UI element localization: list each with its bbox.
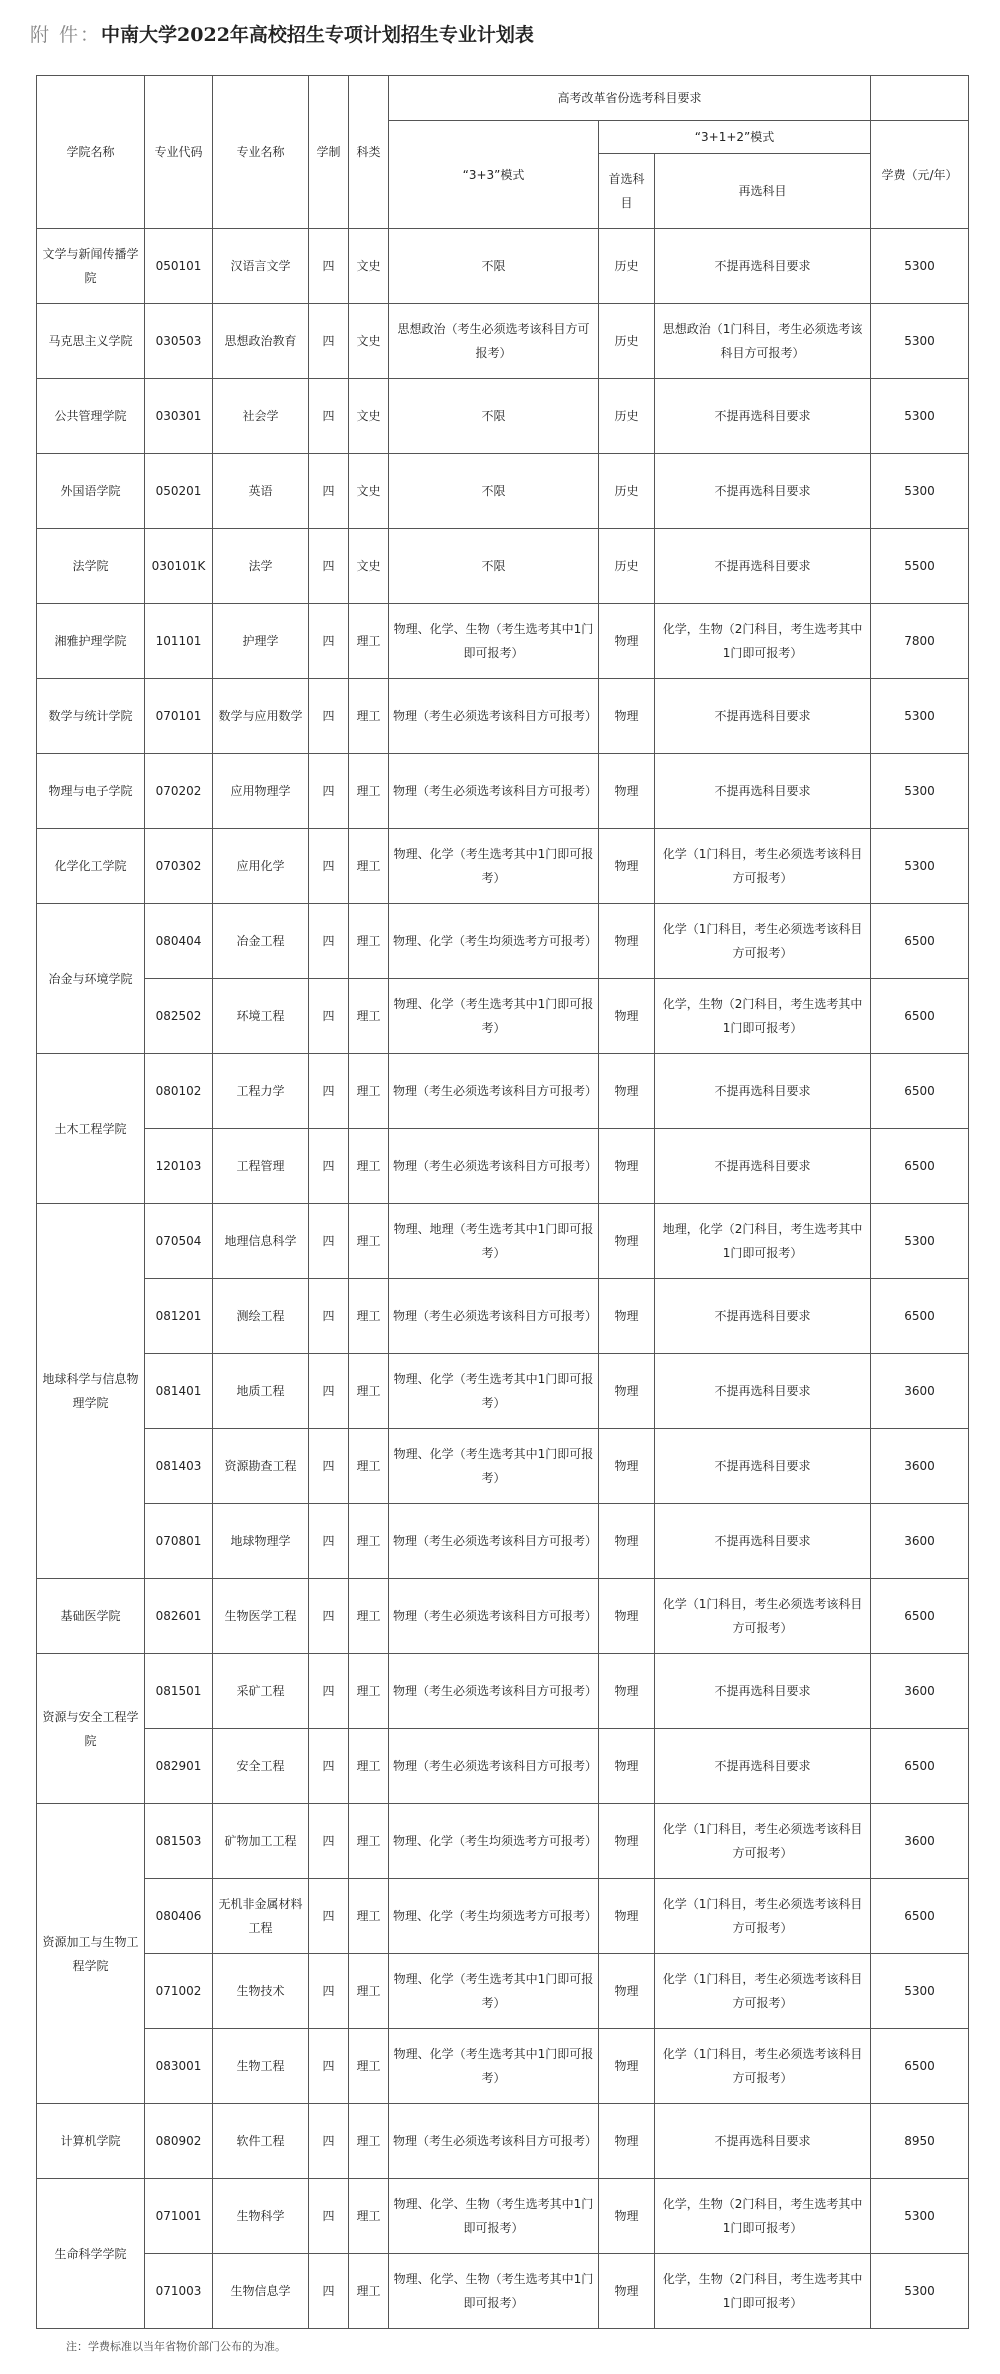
reselect-cell: 思想政治（1门科目，考生必须选考该科目方可报考） <box>655 304 871 379</box>
track-cell: 理工 <box>349 2179 389 2254</box>
table-row <box>37 229 969 304</box>
duration-cell: 四 <box>309 2254 349 2329</box>
req-33-cell: 不限 <box>389 379 599 454</box>
reselect-cell: 化学，生物（2门科目，考生选考其中1门即可报考） <box>655 2179 871 2254</box>
major-code-cell: 081401 <box>145 1354 213 1429</box>
tuition-cell: 3600 <box>871 1804 969 1879</box>
track-cell: 文史 <box>349 529 389 604</box>
duration-cell: 四 <box>309 2029 349 2104</box>
major-name-cell: 社会学 <box>213 379 309 454</box>
major-code-cell: 120103 <box>145 1129 213 1204</box>
major-name-cell: 英语 <box>213 454 309 529</box>
header-mode-33: “3+3”模式 <box>389 121 599 229</box>
track-cell: 理工 <box>349 1429 389 1504</box>
reselect-cell: 不提再选科目要求 <box>655 1504 871 1579</box>
duration-cell: 四 <box>309 2104 349 2179</box>
track-cell: 文史 <box>349 454 389 529</box>
req-33-cell: 物理、化学（考生选考其中1门即可报考） <box>389 1429 599 1504</box>
table-row <box>37 829 969 904</box>
table-row <box>37 1954 969 2029</box>
duration-cell: 四 <box>309 454 349 529</box>
table-row <box>37 1504 969 1579</box>
req-33-cell: 物理（考生必须选考该科目方可报考） <box>389 1129 599 1204</box>
table-row <box>37 2029 969 2104</box>
req-33-cell: 物理（考生必须选考该科目方可报考） <box>389 754 599 829</box>
tuition-cell: 6500 <box>871 2029 969 2104</box>
duration-cell: 四 <box>309 979 349 1054</box>
college-name-cell: 文学与新闻传播学院 <box>37 229 145 304</box>
major-code-cell: 082502 <box>145 979 213 1054</box>
duration-cell: 四 <box>309 1954 349 2029</box>
track-cell: 理工 <box>349 1279 389 1354</box>
header-tuition: 学费（元/年） <box>871 121 969 229</box>
header-first-subject: 首选科目 <box>599 154 655 229</box>
duration-cell: 四 <box>309 1279 349 1354</box>
table-row <box>37 2104 969 2179</box>
table-row <box>37 904 969 979</box>
major-name-cell: 工程力学 <box>213 1054 309 1129</box>
duration-cell: 四 <box>309 679 349 754</box>
first-subject-cell: 物理 <box>599 604 655 679</box>
track-cell: 理工 <box>349 2254 389 2329</box>
first-subject-cell: 物理 <box>599 979 655 1054</box>
tuition-cell: 3600 <box>871 1354 969 1429</box>
req-33-cell: 物理（考生必须选考该科目方可报考） <box>389 679 599 754</box>
duration-cell: 四 <box>309 1204 349 1279</box>
duration-cell: 四 <box>309 1129 349 1204</box>
req-33-cell: 物理、化学、生物（考生选考其中1门即可报考） <box>389 2179 599 2254</box>
req-33-cell: 物理（考生必须选考该科目方可报考） <box>389 2104 599 2179</box>
header-code: 专业代码 <box>145 76 213 229</box>
title-prefix: 附 件： <box>30 24 102 46</box>
college-name-cell: 资源与安全工程学院 <box>37 1654 145 1804</box>
reselect-cell: 化学，生物（2门科目，考生选考其中1门即可报考） <box>655 979 871 1054</box>
admission-plan-table <box>36 75 969 2329</box>
duration-cell: 四 <box>309 1429 349 1504</box>
first-subject-cell: 物理 <box>599 1729 655 1804</box>
req-33-cell: 物理、化学（考生选考其中1门即可报考） <box>389 829 599 904</box>
req-33-cell: 物理（考生必须选考该科目方可报考） <box>389 1279 599 1354</box>
track-cell: 理工 <box>349 1204 389 1279</box>
table-row <box>37 1729 969 1804</box>
req-33-cell: 不限 <box>389 529 599 604</box>
reselect-cell: 不提再选科目要求 <box>655 529 871 604</box>
major-name-cell: 冶金工程 <box>213 904 309 979</box>
req-33-cell: 不限 <box>389 454 599 529</box>
major-code-cell: 070101 <box>145 679 213 754</box>
reselect-cell: 地理，化学（2门科目，考生选考其中1门即可报考） <box>655 1204 871 1279</box>
header-empty-cell <box>871 76 969 121</box>
reselect-cell: 化学（1门科目，考生必须选考该科目方可报考） <box>655 904 871 979</box>
duration-cell: 四 <box>309 1804 349 1879</box>
first-subject-cell: 物理 <box>599 1354 655 1429</box>
first-subject-cell: 物理 <box>599 2254 655 2329</box>
req-33-cell: 物理、化学、生物（考生选考其中1门即可报考） <box>389 2254 599 2329</box>
major-name-cell: 应用化学 <box>213 829 309 904</box>
req-33-cell: 物理、化学（考生均须选考方可报考） <box>389 1804 599 1879</box>
major-name-cell: 地球物理学 <box>213 1504 309 1579</box>
req-33-cell: 物理（考生必须选考该科目方可报考） <box>389 1729 599 1804</box>
first-subject-cell: 历史 <box>599 529 655 604</box>
track-cell: 理工 <box>349 979 389 1054</box>
track-cell: 理工 <box>349 1129 389 1204</box>
table-row <box>37 1654 969 1729</box>
first-subject-cell: 历史 <box>599 229 655 304</box>
tuition-cell: 6500 <box>871 1129 969 1204</box>
major-code-cell: 070302 <box>145 829 213 904</box>
req-33-cell: 不限 <box>389 229 599 304</box>
tuition-cell: 8950 <box>871 2104 969 2179</box>
header-major: 专业名称 <box>213 76 309 229</box>
duration-cell: 四 <box>309 904 349 979</box>
major-name-cell: 资源勘查工程 <box>213 1429 309 1504</box>
reselect-cell: 不提再选科目要求 <box>655 1729 871 1804</box>
reselect-cell: 化学，生物（2门科目，考生选考其中1门即可报考） <box>655 604 871 679</box>
major-name-cell: 护理学 <box>213 604 309 679</box>
major-name-cell: 测绘工程 <box>213 1279 309 1354</box>
title-main: 中南大学2022年高校招生专项计划招生专业计划表 <box>101 24 534 46</box>
duration-cell: 四 <box>309 1654 349 1729</box>
first-subject-cell: 物理 <box>599 904 655 979</box>
table-row <box>37 1429 969 1504</box>
track-cell: 理工 <box>349 2029 389 2104</box>
table-row <box>37 1129 969 1204</box>
table-row <box>37 604 969 679</box>
tuition-cell: 6500 <box>871 1579 969 1654</box>
duration-cell: 四 <box>309 379 349 454</box>
tuition-cell: 5300 <box>871 454 969 529</box>
major-name-cell: 数学与应用数学 <box>213 679 309 754</box>
first-subject-cell: 历史 <box>599 454 655 529</box>
track-cell: 理工 <box>349 754 389 829</box>
major-code-cell: 050101 <box>145 229 213 304</box>
major-name-cell: 思想政治教育 <box>213 304 309 379</box>
track-cell: 理工 <box>349 1954 389 2029</box>
major-name-cell: 生物医学工程 <box>213 1579 309 1654</box>
first-subject-cell: 物理 <box>599 1054 655 1129</box>
first-subject-cell: 物理 <box>599 2104 655 2179</box>
major-name-cell: 生物信息学 <box>213 2254 309 2329</box>
major-name-cell: 采矿工程 <box>213 1654 309 1729</box>
table-row <box>37 979 969 1054</box>
tuition-cell: 5300 <box>871 754 969 829</box>
tuition-cell: 5300 <box>871 1954 969 2029</box>
major-code-cell: 071003 <box>145 2254 213 2329</box>
tuition-cell: 3600 <box>871 1429 969 1504</box>
major-name-cell: 法学 <box>213 529 309 604</box>
tuition-cell: 3600 <box>871 1654 969 1729</box>
major-code-cell: 083001 <box>145 2029 213 2104</box>
track-cell: 文史 <box>349 379 389 454</box>
major-name-cell: 工程管理 <box>213 1129 309 1204</box>
req-33-cell: 物理、化学（考生均须选考方可报考） <box>389 904 599 979</box>
major-name-cell: 矿物加工工程 <box>213 1804 309 1879</box>
college-name-cell: 计算机学院 <box>37 2104 145 2179</box>
college-name-cell: 化学化工学院 <box>37 829 145 904</box>
college-name-cell: 湘雅护理学院 <box>37 604 145 679</box>
header-duration: 学制 <box>309 76 349 229</box>
major-name-cell: 汉语言文学 <box>213 229 309 304</box>
table-row <box>37 1279 969 1354</box>
track-cell: 理工 <box>349 1879 389 1954</box>
tuition-cell: 6500 <box>871 979 969 1054</box>
header-reselect: 再选科目 <box>655 154 871 229</box>
track-cell: 理工 <box>349 1729 389 1804</box>
tuition-cell: 3600 <box>871 1504 969 1579</box>
first-subject-cell: 物理 <box>599 1129 655 1204</box>
first-subject-cell: 物理 <box>599 1204 655 1279</box>
first-subject-cell: 物理 <box>599 1504 655 1579</box>
tuition-cell: 5500 <box>871 529 969 604</box>
track-cell: 理工 <box>349 1504 389 1579</box>
reselect-cell: 不提再选科目要求 <box>655 1429 871 1504</box>
table-row <box>37 304 969 379</box>
req-33-cell: 思想政治（考生必须选考该科目方可报考） <box>389 304 599 379</box>
major-name-cell: 应用物理学 <box>213 754 309 829</box>
req-33-cell: 物理（考生必须选考该科目方可报考） <box>389 1654 599 1729</box>
header-college: 学院名称 <box>37 76 145 229</box>
college-name-cell: 生命科学学院 <box>37 2179 145 2329</box>
req-33-cell: 物理（考生必须选考该科目方可报考） <box>389 1579 599 1654</box>
college-name-cell: 冶金与环境学院 <box>37 904 145 1054</box>
req-33-cell: 物理、地理（考生选考其中1门即可报考） <box>389 1204 599 1279</box>
first-subject-cell: 物理 <box>599 1279 655 1354</box>
track-cell: 文史 <box>349 304 389 379</box>
major-name-cell: 地质工程 <box>213 1354 309 1429</box>
reselect-cell: 不提再选科目要求 <box>655 1279 871 1354</box>
table-row <box>37 1204 969 1279</box>
tuition-cell: 5300 <box>871 379 969 454</box>
track-cell: 理工 <box>349 2104 389 2179</box>
table-row <box>37 379 969 454</box>
tuition-cell: 5300 <box>871 829 969 904</box>
first-subject-cell: 物理 <box>599 679 655 754</box>
track-cell: 理工 <box>349 829 389 904</box>
major-code-cell: 030101K <box>145 529 213 604</box>
duration-cell: 四 <box>309 1054 349 1129</box>
college-name-cell: 数学与统计学院 <box>37 679 145 754</box>
reselect-cell: 不提再选科目要求 <box>655 229 871 304</box>
reselect-cell: 化学（1门科目，考生必须选考该科目方可报考） <box>655 1804 871 1879</box>
major-name-cell: 地理信息科学 <box>213 1204 309 1279</box>
tuition-cell: 6500 <box>871 1054 969 1129</box>
footnote: 注：学费标准以当年省物价部门公布的为准。 <box>66 2340 286 2353</box>
table-row <box>37 454 969 529</box>
major-code-cell: 081201 <box>145 1279 213 1354</box>
tuition-cell: 6500 <box>871 904 969 979</box>
track-cell: 文史 <box>349 229 389 304</box>
req-33-cell: 物理、化学（考生均须选考方可报考） <box>389 1879 599 1954</box>
track-cell: 理工 <box>349 604 389 679</box>
major-name-cell: 无机非金属材料工程 <box>213 1879 309 1954</box>
header-track: 科类 <box>349 76 389 229</box>
tuition-cell: 7800 <box>871 604 969 679</box>
track-cell: 理工 <box>349 1354 389 1429</box>
college-name-cell: 物理与电子学院 <box>37 754 145 829</box>
college-name-cell: 公共管理学院 <box>37 379 145 454</box>
first-subject-cell: 物理 <box>599 754 655 829</box>
first-subject-cell: 物理 <box>599 1654 655 1729</box>
first-subject-cell: 物理 <box>599 2029 655 2104</box>
table-row <box>37 529 969 604</box>
first-subject-cell: 物理 <box>599 1879 655 1954</box>
major-code-cell: 081501 <box>145 1654 213 1729</box>
tuition-cell: 6500 <box>871 1279 969 1354</box>
first-subject-cell: 历史 <box>599 304 655 379</box>
college-name-cell: 马克思主义学院 <box>37 304 145 379</box>
reselect-cell: 化学（1门科目，考生必须选考该科目方可报考） <box>655 1879 871 1954</box>
track-cell: 理工 <box>349 1804 389 1879</box>
table-row <box>37 1804 969 1879</box>
track-cell: 理工 <box>349 1579 389 1654</box>
duration-cell: 四 <box>309 229 349 304</box>
table-row <box>37 2254 969 2329</box>
major-name-cell: 安全工程 <box>213 1729 309 1804</box>
table-row <box>37 1879 969 1954</box>
duration-cell: 四 <box>309 604 349 679</box>
document-title <box>30 18 534 52</box>
first-subject-cell: 历史 <box>599 379 655 454</box>
req-33-cell: 物理（考生必须选考该科目方可报考） <box>389 1054 599 1129</box>
tuition-cell: 5300 <box>871 679 969 754</box>
duration-cell: 四 <box>309 754 349 829</box>
college-name-cell: 法学院 <box>37 529 145 604</box>
reselect-cell: 不提再选科目要求 <box>655 1129 871 1204</box>
tuition-cell: 5300 <box>871 2254 969 2329</box>
req-33-cell: 物理、化学、生物（考生选考其中1门即可报考） <box>389 604 599 679</box>
table-row <box>37 2179 969 2254</box>
table-body <box>37 229 969 2329</box>
duration-cell: 四 <box>309 1504 349 1579</box>
first-subject-cell: 物理 <box>599 1804 655 1879</box>
req-33-cell: 物理、化学（考生选考其中1门即可报考） <box>389 979 599 1054</box>
table-row <box>37 1579 969 1654</box>
tuition-cell: 5300 <box>871 304 969 379</box>
duration-cell: 四 <box>309 2179 349 2254</box>
major-name-cell: 生物工程 <box>213 2029 309 2104</box>
reselect-cell: 化学，生物（2门科目，考生选考其中1门即可报考） <box>655 2254 871 2329</box>
major-code-cell: 080902 <box>145 2104 213 2179</box>
duration-cell: 四 <box>309 829 349 904</box>
college-name-cell: 资源加工与生物工程学院 <box>37 1804 145 2104</box>
duration-cell: 四 <box>309 1354 349 1429</box>
major-code-cell: 071001 <box>145 2179 213 2254</box>
reselect-cell: 不提再选科目要求 <box>655 1054 871 1129</box>
tuition-cell: 5300 <box>871 229 969 304</box>
duration-cell: 四 <box>309 1729 349 1804</box>
req-33-cell: 物理、化学（考生选考其中1门即可报考） <box>389 1954 599 2029</box>
major-code-cell: 050201 <box>145 454 213 529</box>
major-code-cell: 082901 <box>145 1729 213 1804</box>
college-name-cell: 外国语学院 <box>37 454 145 529</box>
reselect-cell: 不提再选科目要求 <box>655 679 871 754</box>
major-code-cell: 081503 <box>145 1804 213 1879</box>
reselect-cell: 化学（1门科目，考生必须选考该科目方可报考） <box>655 2029 871 2104</box>
reselect-cell: 化学（1门科目，考生必须选考该科目方可报考） <box>655 1954 871 2029</box>
major-code-cell: 080404 <box>145 904 213 979</box>
reselect-cell: 不提再选科目要求 <box>655 454 871 529</box>
college-name-cell: 土木工程学院 <box>37 1054 145 1204</box>
reselect-cell: 不提再选科目要求 <box>655 754 871 829</box>
reselect-cell: 化学（1门科目，考生必须选考该科目方可报考） <box>655 829 871 904</box>
first-subject-cell: 物理 <box>599 1954 655 2029</box>
college-name-cell: 基础医学院 <box>37 1579 145 1654</box>
reselect-cell: 不提再选科目要求 <box>655 2104 871 2179</box>
major-code-cell: 030503 <box>145 304 213 379</box>
major-name-cell: 软件工程 <box>213 2104 309 2179</box>
tuition-cell: 6500 <box>871 1879 969 1954</box>
track-cell: 理工 <box>349 1654 389 1729</box>
major-code-cell: 082601 <box>145 1579 213 1654</box>
major-code-cell: 070504 <box>145 1204 213 1279</box>
tuition-cell: 5300 <box>871 2179 969 2254</box>
major-code-cell: 080102 <box>145 1054 213 1129</box>
track-cell: 理工 <box>349 1054 389 1129</box>
duration-cell: 四 <box>309 529 349 604</box>
major-code-cell: 071002 <box>145 1954 213 2029</box>
major-code-cell: 101101 <box>145 604 213 679</box>
reselect-cell: 不提再选科目要求 <box>655 1654 871 1729</box>
first-subject-cell: 物理 <box>599 1429 655 1504</box>
req-33-cell: 物理、化学（考生选考其中1门即可报考） <box>389 1354 599 1429</box>
table-row <box>37 679 969 754</box>
first-subject-cell: 物理 <box>599 1579 655 1654</box>
major-code-cell: 070202 <box>145 754 213 829</box>
req-33-cell: 物理、化学（考生选考其中1门即可报考） <box>389 2029 599 2104</box>
major-name-cell: 生物技术 <box>213 1954 309 2029</box>
major-name-cell: 环境工程 <box>213 979 309 1054</box>
table-row <box>37 754 969 829</box>
college-name-cell: 地球科学与信息物理学院 <box>37 1204 145 1579</box>
reselect-cell: 不提再选科目要求 <box>655 379 871 454</box>
duration-cell: 四 <box>309 1879 349 1954</box>
track-cell: 理工 <box>349 904 389 979</box>
header-req-group: 高考改革省份选考科目要求 <box>389 76 871 121</box>
table-row <box>37 1054 969 1129</box>
reselect-cell: 不提再选科目要求 <box>655 1354 871 1429</box>
duration-cell: 四 <box>309 304 349 379</box>
major-name-cell: 生物科学 <box>213 2179 309 2254</box>
track-cell: 理工 <box>349 679 389 754</box>
table-header <box>37 76 969 229</box>
duration-cell: 四 <box>309 1579 349 1654</box>
major-code-cell: 070801 <box>145 1504 213 1579</box>
reselect-cell: 化学（1门科目，考生必须选考该科目方可报考） <box>655 1579 871 1654</box>
header-mode-312: “3+1+2”模式 <box>599 121 871 154</box>
first-subject-cell: 物理 <box>599 829 655 904</box>
major-code-cell: 030301 <box>145 379 213 454</box>
major-code-cell: 081403 <box>145 1429 213 1504</box>
tuition-cell: 6500 <box>871 1729 969 1804</box>
table-row <box>37 1354 969 1429</box>
req-33-cell: 物理（考生必须选考该科目方可报考） <box>389 1504 599 1579</box>
tuition-cell: 5300 <box>871 1204 969 1279</box>
first-subject-cell: 物理 <box>599 2179 655 2254</box>
major-code-cell: 080406 <box>145 1879 213 1954</box>
